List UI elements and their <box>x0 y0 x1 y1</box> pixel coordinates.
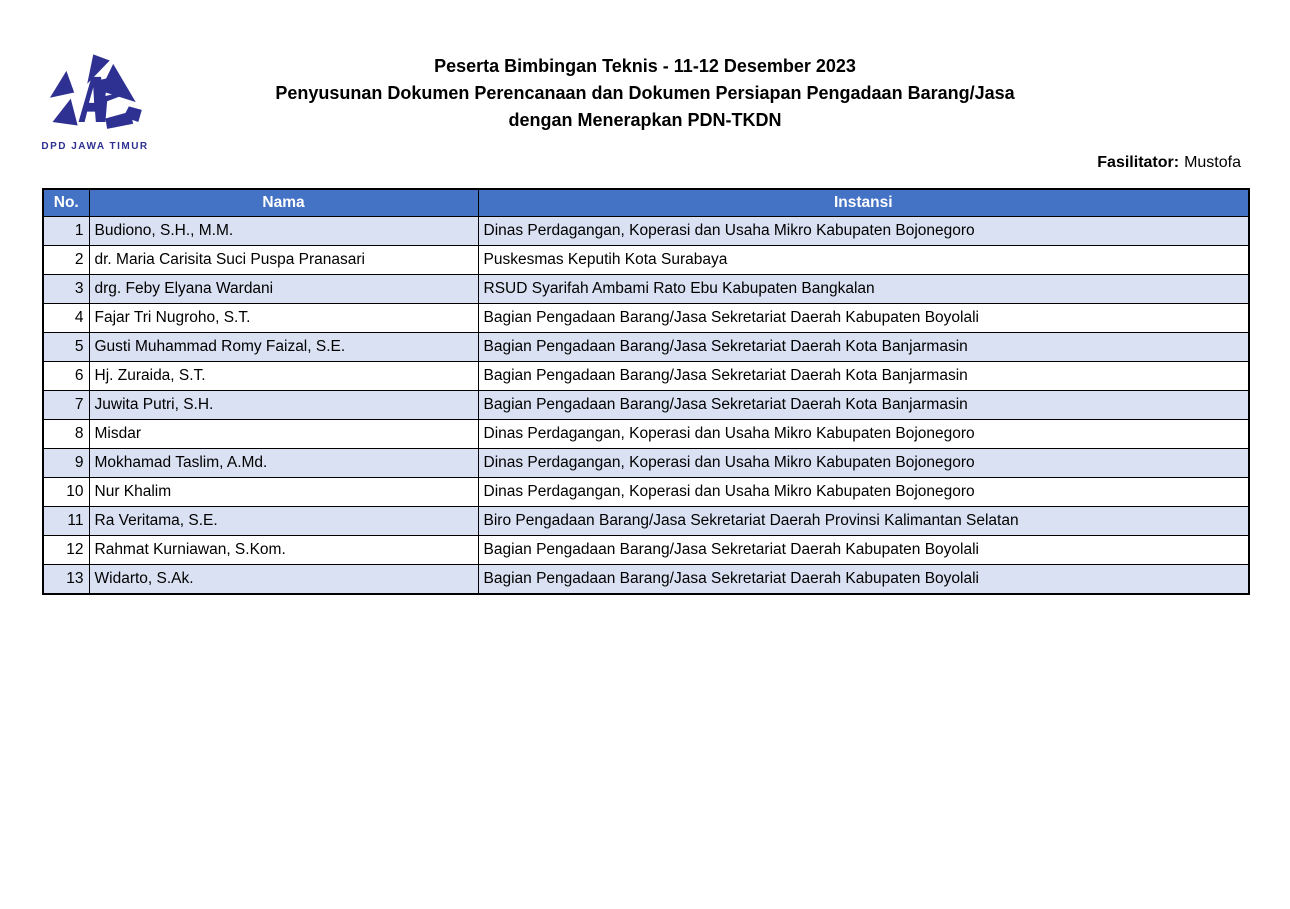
instansi-cell: Dinas Perdagangan, Koperasi dan Usaha Mikro Kabupaten Bojonegoro <box>478 420 1249 449</box>
table-row <box>43 536 1249 565</box>
column-header-nama: Nama <box>89 189 478 217</box>
participant-name-cell: Widarto, S.Ak. <box>89 565 478 595</box>
column-header-instansi: Instansi <box>478 189 1249 217</box>
table-row <box>43 478 1249 507</box>
instansi-cell: Biro Pengadaan Barang/Jasa Sekretariat Daerah Provinsi Kalimantan Selatan <box>478 507 1249 536</box>
participant-name-cell: Gusti Muhammad Romy Faizal, S.E. <box>89 333 478 362</box>
instansi-cell: RSUD Syarifah Ambami Rato Ebu Kabupaten Bangkalan <box>478 275 1249 304</box>
row-number-cell: 6 <box>43 362 89 391</box>
facilitator-label: Fasilitator: <box>1097 154 1180 171</box>
table-row <box>43 565 1249 595</box>
instansi-cell: Bagian Pengadaan Barang/Jasa Sekretariat Daerah Kota Banjarmasin <box>478 362 1249 391</box>
participant-name-cell: Budiono, S.H., M.M. <box>89 217 478 246</box>
table-row <box>43 333 1249 362</box>
row-number-cell: 11 <box>43 507 89 536</box>
row-number-cell: 9 <box>43 449 89 478</box>
row-number-cell: 12 <box>43 536 89 565</box>
table-row <box>43 420 1249 449</box>
table-row <box>43 391 1249 420</box>
row-number-cell: 8 <box>43 420 89 449</box>
participant-name-cell: Misdar <box>89 420 478 449</box>
instansi-cell: Bagian Pengadaan Barang/Jasa Sekretariat Daerah Kota Banjarmasin <box>478 391 1249 420</box>
table-row <box>43 362 1249 391</box>
title-line-2: Penyusunan Dokumen Perencanaan dan Dokumen Persiapan Pengadaan Barang/Jasa <box>275 83 1015 103</box>
column-header-no: No. <box>43 189 89 217</box>
instansi-cell: Bagian Pengadaan Barang/Jasa Sekretariat Daerah Kabupaten Boyolali <box>478 536 1249 565</box>
row-number-cell: 5 <box>43 333 89 362</box>
table-row <box>43 246 1249 275</box>
title-line-1: Peserta Bimbingan Teknis - 11-12 Desember 2023 <box>434 56 856 76</box>
row-number-cell: 13 <box>43 565 89 595</box>
participant-name-cell: Ra Veritama, S.E. <box>89 507 478 536</box>
instansi-cell: Puskesmas Keputih Kota Surabaya <box>478 246 1249 275</box>
instansi-cell: Dinas Perdagangan, Koperasi dan Usaha Mikro Kabupaten Bojonegoro <box>478 449 1249 478</box>
table-row <box>43 275 1249 304</box>
participants-table-body <box>43 217 1249 595</box>
instansi-cell: Bagian Pengadaan Barang/Jasa Sekretariat Daerah Kabupaten Boyolali <box>478 565 1249 595</box>
instansi-cell: Bagian Pengadaan Barang/Jasa Sekretariat Daerah Kota Banjarmasin <box>478 333 1249 362</box>
table-row <box>43 304 1249 333</box>
table-row <box>43 507 1249 536</box>
participant-name-cell: Juwita Putri, S.H. <box>89 391 478 420</box>
participant-name-cell: Rahmat Kurniawan, S.Kom. <box>89 536 478 565</box>
row-number-cell: 1 <box>43 217 89 246</box>
participants-table <box>42 188 1250 595</box>
instansi-cell: Bagian Pengadaan Barang/Jasa Sekretariat Daerah Kabupaten Boyolali <box>478 304 1249 333</box>
row-number-cell: 4 <box>43 304 89 333</box>
participant-name-cell: Hj. Zuraida, S.T. <box>89 362 478 391</box>
participant-name-cell: Nur Khalim <box>89 478 478 507</box>
instansi-cell: Dinas Perdagangan, Koperasi dan Usaha Mikro Kabupaten Bojonegoro <box>478 478 1249 507</box>
facilitator-name: Mustofa <box>1184 154 1241 171</box>
participant-name-cell: dr. Maria Carisita Suci Puspa Pranasari <box>89 246 478 275</box>
participant-name-cell: Fajar Tri Nugroho, S.T. <box>89 304 478 333</box>
row-number-cell: 10 <box>43 478 89 507</box>
facilitator-line <box>1097 152 1241 174</box>
table-header-row <box>43 189 1249 217</box>
participant-name-cell: drg. Feby Elyana Wardani <box>89 275 478 304</box>
participant-name-cell: Mokhamad Taslim, A.Md. <box>89 449 478 478</box>
instansi-cell: Dinas Perdagangan, Koperasi dan Usaha Mikro Kabupaten Bojonegoro <box>478 217 1249 246</box>
table-row <box>43 217 1249 246</box>
row-number-cell: 2 <box>43 246 89 275</box>
title-line-3: dengan Menerapkan PDN-TKDN <box>508 110 782 130</box>
row-number-cell: 3 <box>43 275 89 304</box>
row-number-cell: 7 <box>43 391 89 420</box>
table-row <box>43 449 1249 478</box>
logo-caption: DPD JAWA TIMUR <box>41 141 149 152</box>
document-title <box>0 53 1290 134</box>
